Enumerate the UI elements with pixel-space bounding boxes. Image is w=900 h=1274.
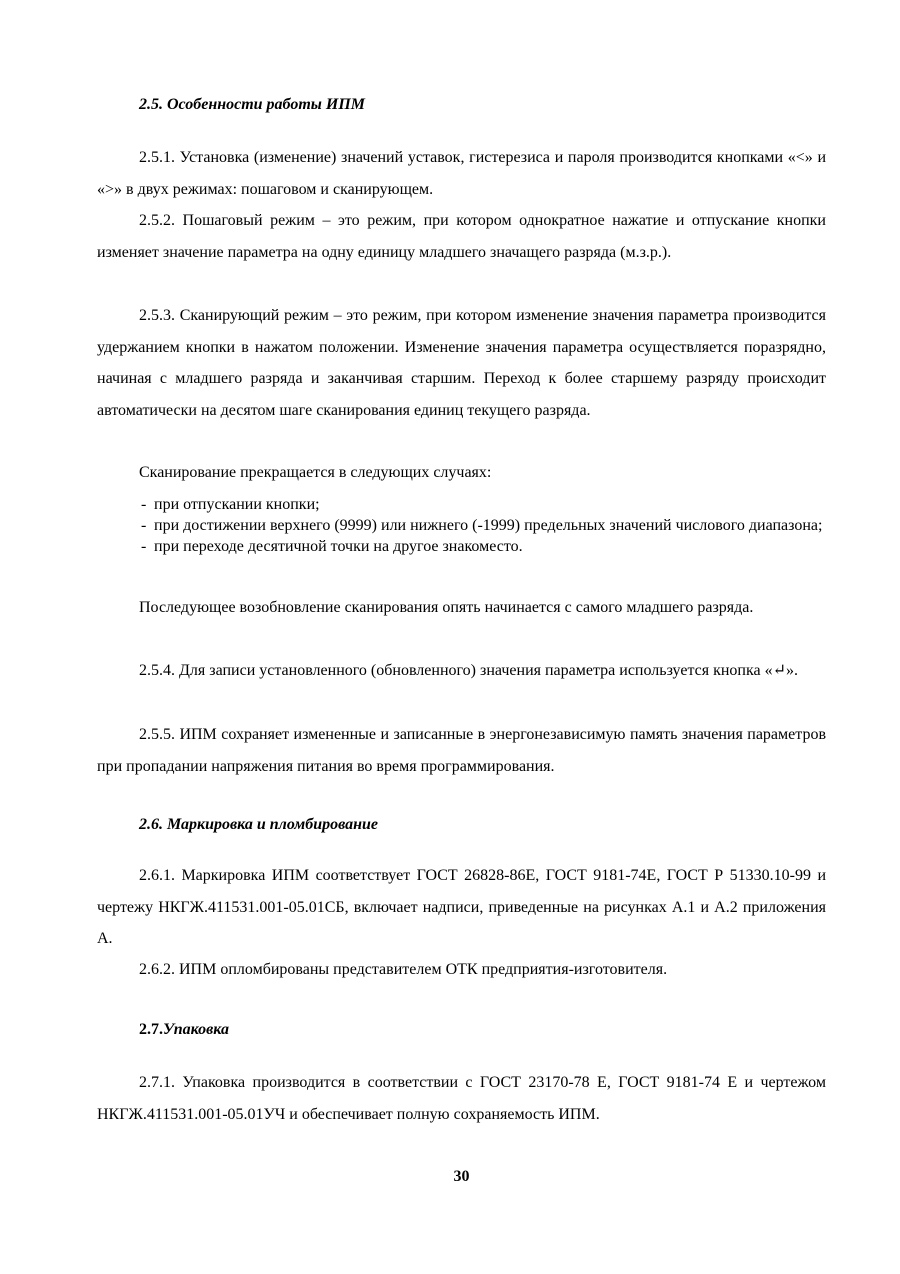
section-heading-2-6: 2.6. Маркировка и пломбирование (139, 816, 379, 833)
paragraph-2-5-4: 2.5.4. Для записи установленного (обновленного) значения параметра используется кнопка «↵». (139, 662, 799, 679)
paragraph-scan-resume: Последующее возобновление сканирования опять начинается с самого младшего разряда. (139, 599, 754, 616)
page-number: 30 (453, 1168, 470, 1185)
paragraph-2-6-1: 2.6.1. Маркировка ИПМ соответствует ГОСТ 26828-86Е, ГОСТ 9181-74Е, ГОСТ Р 51330.10-99 и чертежу НКГЖ.411531.001-05.01СБ, включает надписи, приведенные на рисунках А.1 и А.2 приложения А. (97, 867, 826, 947)
section-heading-2-5: 2.5. Особенности работы ИПМ (139, 96, 365, 113)
section-heading-2-7 (139, 1021, 229, 1039)
list-item-text: при переходе десятичной точки на другое знакоместо. (154, 538, 523, 555)
paragraph-2-7-1: 2.7.1. Упаковка производится в соответствии с ГОСТ 23170-78 Е, ГОСТ 9181-74 Е и чертежом НКГЖ.411531.001-05.01УЧ и обеспечивает полную сохраняемость ИПМ. (97, 1074, 826, 1123)
list-item-text: при отпускании кнопки; (154, 496, 320, 513)
scan-stop-list (97, 494, 826, 557)
paragraph-scan-stop-intro: Сканирование прекращается в следующих случаях: (139, 464, 492, 481)
list-dash: - (141, 496, 147, 513)
list-item (97, 536, 826, 557)
paragraph-2-5-5: 2.5.5. ИПМ сохраняет измененные и записанные в энергонезависимую память значения параметров при пропадании напряжения питания во время программирования. (97, 726, 826, 775)
paragraph-2-6-2: 2.6.2. ИПМ опломбированы представителем ОТК предприятия-изготовителя. (139, 961, 668, 978)
paragraph-2-5-3: 2.5.3. Сканирующий режим – это режим, при котором изменение значения параметра производится удержанием кнопки в нажатом положении. Изменение значения параметра осуществляется поразрядно, начиная с младшего разряда и заканчивая старшим. Переход к более старшему разряду происходит автоматически на десятом шаге сканирования единиц текущего разряда. (97, 307, 826, 419)
list-item-text: при достижении верхнего (9999) или нижнего (-1999) предельных значений числового диапазона; (154, 517, 823, 534)
document-page (97, 0, 826, 1274)
section-heading-text: Упаковка (163, 1021, 229, 1038)
paragraph-2-5-1: 2.5.1. Установка (изменение) значений уставок, гистерезиса и пароля производится кнопками «<» и «>» в двух режимах: пошаговом и сканирующем. (97, 149, 826, 198)
list-item (97, 515, 826, 536)
list-item (97, 494, 826, 515)
list-dash: - (141, 517, 147, 534)
list-dash: - (141, 538, 147, 555)
section-heading-number: 2.7. (139, 1021, 163, 1038)
paragraph-2-5-2: 2.5.2. Пошаговый режим – это режим, при котором однократное нажатие и отпускание кнопки изменяет значение параметра на одну единицу младшего значащего разряда (м.з.р.). (97, 212, 826, 261)
